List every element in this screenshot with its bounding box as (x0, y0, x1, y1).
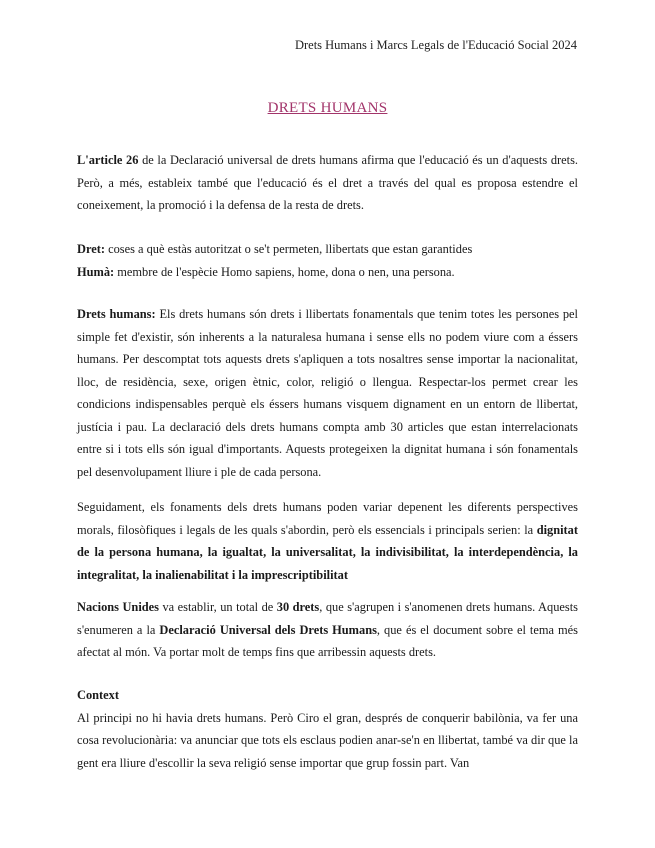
document-title: DRETS HUMANS (267, 100, 388, 116)
context-text: Al principi no hi havia drets humans. Però Ciro el gran, després de conquerir babilònia, va fer una cosa revolucionària: va anunciar que tots els esclaus podien anar-se'n en llibertat, també va dir que la gent era lliure d'escollir la seva religió sense importar que grup fossin part. Van (77, 710, 578, 770)
drets-humans-lead: Drets humans: (77, 307, 156, 321)
nacions-text-2: , que s'agrupen i s'anomenen drets humans. Aquests s'enumeren a la (77, 600, 578, 637)
context-heading: Context (77, 688, 119, 702)
article-26-text: de la Declaració universal de drets humans afirma que l'educació és un d'aquests drets. Però, a més, estableix també que l'educació és el dret a través del qual es proposa estendre el coneixement, la promoció i la defensa de la resta de drets. (77, 153, 578, 212)
paragraph-article-26 (77, 149, 578, 217)
fonaments-bold: dignitat de la persona humana, la igualtat, la universalitat, la indivisibilitat, la interdependència, la integralitat, la inalienabilitat i la imprescriptibilitat (77, 522, 578, 582)
fonaments-text: Seguidament, els fonaments dels drets humans poden variar depenent les diferents perspectives morals, filosòfiques i legals de les quals s'abordin, però els essencials i principals serien: la (77, 500, 578, 537)
paragraph-nacions-unides (77, 596, 578, 664)
running-header: Drets Humans i Marcs Legals de l'Educació Social 2024 (294, 38, 577, 52)
nacions-text-1: va establir, un total de (158, 600, 277, 614)
definition-dret-term: Dret: (77, 242, 105, 256)
nacions-lead: Nacions Unides (77, 600, 159, 614)
drets-humans-text: Els drets humans són drets i llibertats fonamentals que tenim totes les persones pel simple fet d'existir, són inherents a la naturalesa humana i sense ells no podem viure com a éssers humans. Per descomptat tots aquests drets s'apliquen a tots nosaltres sense importar la nacionalitat, lloc, de residència, sexe, origen ètnic, color, religió o llengua. Respectar-los permet crear les condicions indispensables perquè els éssers humans visquem dignament en un entorn de llibertat, justícia i pau. La declaració dels drets humans compta amb 30 articles que estan interrelacionats entre si i tots ells són igual d'importants. Aquests protegeixen la dignitat humana i són fonamentals pel desenvolupament lliure i ple de cada persona. (77, 307, 578, 479)
definition-dret-text: coses a què estàs autoritzat o se't permeten, llibertats que estan garantides (104, 242, 473, 256)
definition-huma-text: membre de l'espècie Homo sapiens, home, dona o nen, una persona. (114, 264, 455, 279)
definition-huma-term: Humà: (77, 264, 115, 279)
definitions-block (77, 238, 578, 283)
nacions-declaration: Declaració Universal dels Drets Humans (159, 622, 377, 637)
section-context (77, 684, 578, 774)
nacions-text-3: , que és el document sobre el tema més afectat al món. Va portar molt de temps fins que arribessin aquests drets. (77, 622, 578, 659)
paragraph-fonaments (77, 496, 578, 586)
paragraph-drets-humans (77, 303, 578, 483)
article-26-lead: L'article 26 (77, 153, 139, 167)
nacions-count: 30 drets (276, 600, 320, 614)
